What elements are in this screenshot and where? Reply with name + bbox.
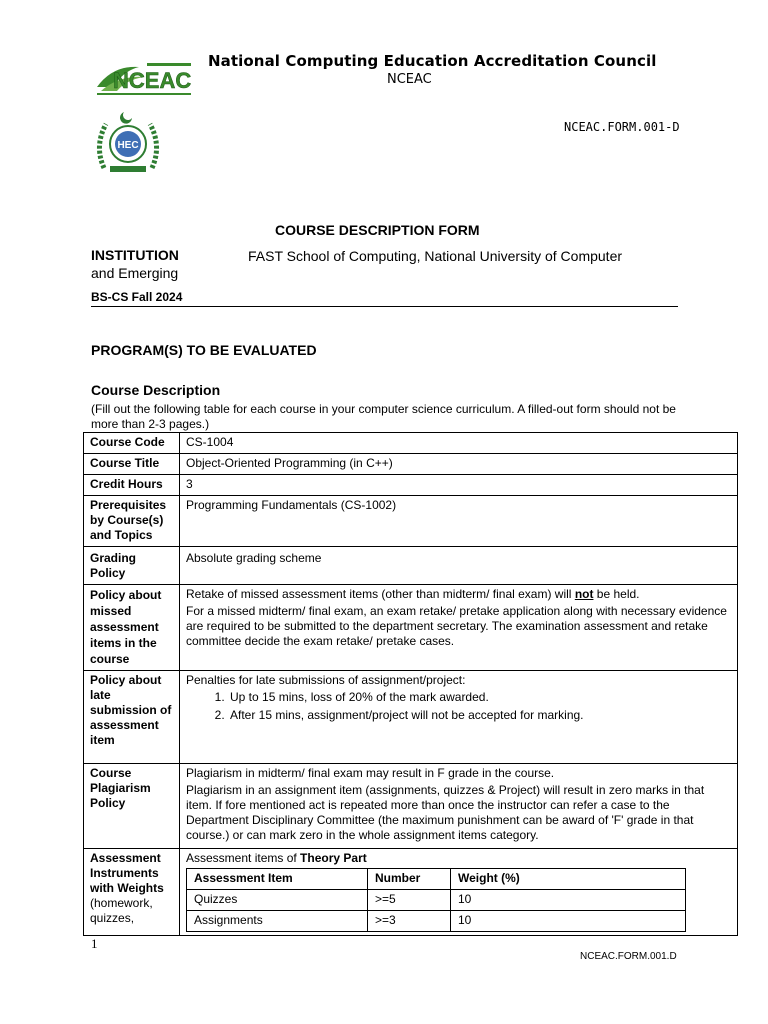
footer-form-code: NCEAC.FORM.001.D [580, 951, 677, 962]
plagiarism-label: Course Plagiarism Policy [84, 764, 180, 849]
assessment-number-cell: >=5 [368, 890, 451, 911]
prerequisites-label: Prerequisites by Course(s) and Topics [84, 496, 180, 547]
assessment-table-header [187, 869, 686, 890]
svg-text:HEC: HEC [117, 140, 139, 151]
course-description-heading: Course Description [91, 382, 221, 398]
council-title: National Computing Education Accreditation Council [208, 52, 657, 70]
missed-items-para-1: Retake of missed assessment items (other than midterm/ final exam) will not be held. [186, 587, 640, 601]
row-credit-hours [84, 475, 738, 496]
credit-hours-value: 3 [180, 475, 738, 496]
assessment-item-cell: Quizzes [187, 890, 368, 911]
row-course-title [84, 454, 738, 475]
divider [91, 306, 678, 307]
institution-label: INSTITUTION [91, 247, 179, 263]
table-row [187, 890, 686, 911]
plagiarism-value [180, 764, 738, 849]
row-late-submission [84, 671, 738, 764]
prerequisites-value: Programming Fundamentals (CS-1002) [180, 496, 738, 547]
form-code: NCEAC.FORM.001-D [564, 120, 680, 134]
form-title: COURSE DESCRIPTION FORM [275, 222, 480, 238]
late-submission-intro: Penalties for late submissions of assignment/project: [186, 673, 466, 687]
plagiarism-para-1: Plagiarism in midterm/ final exam may result in F grade in the course. [186, 766, 555, 780]
row-assessment [84, 849, 738, 936]
column-header: Assessment Item [187, 869, 368, 890]
hec-logo [92, 108, 164, 180]
instructions-text: (Fill out the following table for each course in your computer science curriculum. A filled-out form should not be more than 2-3 pages.) [91, 402, 676, 431]
program-tag: BS-CS Fall 2024 [91, 290, 183, 304]
course-title-label: Course Title [84, 454, 180, 475]
row-grading-policy [84, 547, 738, 585]
late-submission-value [180, 671, 738, 764]
late-penalty-item: 2. After 15 mins, assignment/project will not be accepted for marking. [228, 708, 732, 723]
assessment-weight-cell: 10 [451, 890, 686, 911]
column-header: Weight (%) [451, 869, 686, 890]
table-row [187, 911, 686, 932]
assessment-item-cell: Assignments [187, 911, 368, 932]
late-penalty-item: 1. Up to 15 mins, loss of 20% of the mark awarded. [228, 690, 732, 705]
council-acronym: NCEAC [387, 72, 432, 87]
institution-value-continued: and Emerging [91, 265, 179, 281]
page-number: 1 [91, 936, 98, 951]
assessment-value [180, 849, 738, 936]
plagiarism-para-2: Plagiarism in an assignment item (assignments, quizzes & Project) will result in zero marks in that item. If fore mentioned act is repeated more than once the instructor can refer a case to the Department Disciplinary Committee (the maximum punishment can be award of 'F' grade in that course.) or can mark zero in the whole assignment items category. [186, 783, 705, 842]
assessment-number-cell: >=3 [368, 911, 451, 932]
row-plagiarism [84, 764, 738, 849]
course-table [83, 432, 738, 936]
assessment-weight-cell: 10 [451, 911, 686, 932]
course-title-value: Object-Oriented Programming (in C++) [180, 454, 738, 475]
missed-items-para-2: For a missed midterm/ final exam, an exam retake/ pretake application along with necessary evidence are required to be submitted to the department secretary. The examination assessment and retake committee decide the exam retake/ pretake cases. [186, 604, 727, 648]
late-submission-label: Policy about late submission of assessment item [84, 671, 180, 764]
assessment-table [186, 868, 686, 932]
credit-hours-label: Credit Hours [84, 475, 180, 496]
grading-policy-label: Grading Policy [84, 547, 180, 585]
row-course-code [84, 433, 738, 454]
missed-items-label: Policy about missed assessment items in the course [84, 585, 180, 671]
missed-items-value [180, 585, 738, 671]
svg-text:NCEAC: NCEAC [113, 68, 192, 93]
row-prerequisites [84, 496, 738, 547]
late-penalty-list [186, 690, 732, 723]
programs-heading: PROGRAM(S) TO BE EVALUATED [91, 342, 317, 358]
row-missed-items [84, 585, 738, 671]
course-code-value: CS-1004 [180, 433, 738, 454]
assessment-label: Assessment Instruments with Weights (homework, quizzes, [84, 849, 180, 936]
institution-value: FAST School of Computing, National University of Computer [248, 248, 623, 264]
course-code-label: Course Code [84, 433, 180, 454]
nceac-logo [93, 57, 193, 99]
grading-policy-value: Absolute grading scheme [180, 547, 738, 585]
column-header: Number [368, 869, 451, 890]
assessment-intro: Assessment items of Theory Part [186, 851, 367, 865]
